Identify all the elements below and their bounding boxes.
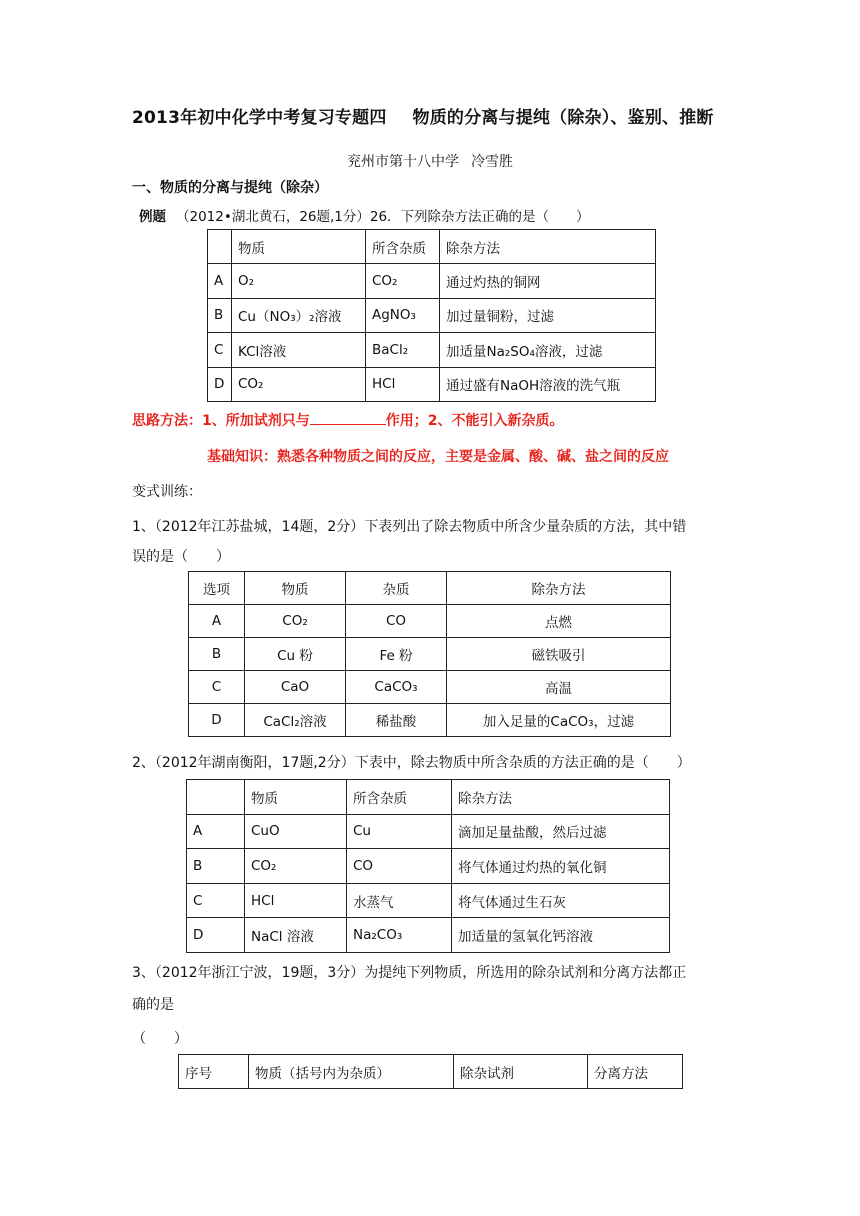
table-row	[189, 704, 671, 737]
method-prefix: 思路方法：1、所加试剂只与	[132, 413, 310, 429]
author-school: 兖州市第十八中学	[347, 154, 459, 170]
table-cell: KCl溶液	[232, 333, 366, 367]
table-row	[187, 849, 670, 884]
table-header-cell: 除杂方法	[440, 230, 656, 264]
table-row	[187, 883, 670, 918]
table-row	[187, 814, 670, 849]
table-cell: B	[189, 638, 245, 671]
table-cell: A	[208, 264, 232, 298]
table-header-cell	[187, 780, 245, 815]
method-note	[132, 410, 564, 430]
table-header-cell: 物质	[232, 230, 366, 264]
table-cell: Na₂CO₃	[347, 918, 452, 953]
table-cell: Cu	[347, 814, 452, 849]
question-2-table	[186, 779, 670, 953]
table-cell: A	[187, 814, 245, 849]
table-cell: HCl	[366, 367, 440, 401]
table-cell: AgNO₃	[366, 298, 440, 332]
table-row	[189, 638, 671, 671]
table-cell: CO	[347, 849, 452, 884]
table-cell: 高温	[447, 671, 671, 704]
example-question	[139, 205, 590, 225]
table-cell: 磁铁吸引	[447, 638, 671, 671]
table-cell: 将气体通过生石灰	[452, 883, 670, 918]
basic-knowledge: 基础知识：熟悉各种物质之间的反应，主要是金属、酸、碱、盐之间的反应	[207, 449, 669, 465]
table-cell: C	[189, 671, 245, 704]
table-cell: 将气体通过灼热的氧化铜	[452, 849, 670, 884]
table-row	[208, 367, 656, 401]
table-cell: 加适量的氢氧化钙溶液	[452, 918, 670, 953]
author-line	[0, 151, 860, 171]
example-label: 例题	[139, 209, 166, 225]
example-table	[207, 229, 656, 402]
variant-heading: 变式训练：	[132, 484, 202, 500]
table-cell: 通过盛有NaOH溶液的洗气瓶	[440, 367, 656, 401]
table-row	[189, 605, 671, 638]
table-header-cell: 除杂试剂	[454, 1055, 588, 1089]
table-header-row	[179, 1055, 683, 1089]
table-cell: Cu 粉	[245, 638, 346, 671]
table-cell: D	[208, 367, 232, 401]
title-main: 2013年初中化学中考复习专题四	[132, 108, 387, 128]
table-cell: CO₂	[366, 264, 440, 298]
table-header-row	[189, 572, 671, 605]
table-header-cell: 物质（括号内为杂质）	[249, 1055, 454, 1089]
question-3-table	[178, 1054, 683, 1089]
table-cell: BaCl₂	[366, 333, 440, 367]
example-text: （2012•湖北黄石，26题,1分）26．下列除杂方法正确的是（ ）	[176, 209, 590, 225]
table-cell: 点燃	[447, 605, 671, 638]
table-header-cell: 除杂方法	[452, 780, 670, 815]
table-header-row	[187, 780, 670, 815]
table-cell: CO	[346, 605, 447, 638]
table-cell: CO₂	[245, 849, 347, 884]
table-row	[189, 671, 671, 704]
fill-blank	[310, 412, 386, 425]
question-2-line1: 2、（2012年湖南衡阳，17题,2分）下表中，除去物质中所含杂质的方法正确的是（ ）	[132, 755, 691, 771]
table-cell: CaCO₃	[346, 671, 447, 704]
table-cell: D	[187, 918, 245, 953]
title-topic: 物质的分离与提纯（除杂）、鉴别、推断	[412, 108, 714, 128]
table-header-cell: 所含杂质	[347, 780, 452, 815]
table-header-cell: 分离方法	[588, 1055, 683, 1089]
question-3-line3: （ ）	[132, 1031, 188, 1047]
table-cell: CO₂	[232, 367, 366, 401]
table-cell: D	[189, 704, 245, 737]
table-row	[208, 333, 656, 367]
author-name: 冷雪胜	[471, 154, 513, 170]
question-1-line2: 误的是（ ）	[132, 549, 230, 565]
table-cell: CO₂	[245, 605, 346, 638]
table-cell: A	[189, 605, 245, 638]
table-cell: CaO	[245, 671, 346, 704]
table-cell: HCl	[245, 883, 347, 918]
table-row	[187, 918, 670, 953]
table-header-cell: 选项	[189, 572, 245, 605]
table-cell: B	[187, 849, 245, 884]
table-header-cell: 物质	[245, 780, 347, 815]
page-title	[132, 103, 714, 128]
table-cell: CaCl₂溶液	[245, 704, 346, 737]
table-header-cell: 序号	[179, 1055, 249, 1089]
table-header-row	[208, 230, 656, 264]
table-cell: NaCl 溶液	[245, 918, 347, 953]
table-header-cell: 物质	[245, 572, 346, 605]
table-cell: 加过量铜粉，过滤	[440, 298, 656, 332]
table-cell: 加入足量的CaCO₃，过滤	[447, 704, 671, 737]
table-header-cell: 杂质	[346, 572, 447, 605]
table-cell: 水蒸气	[347, 883, 452, 918]
table-cell: C	[208, 333, 232, 367]
table-cell: 通过灼热的铜网	[440, 264, 656, 298]
question-3-line2: 确的是	[132, 997, 174, 1013]
question-1-table	[188, 571, 671, 737]
table-cell: C	[187, 883, 245, 918]
table-cell: 加适量Na₂SO₄溶液，过滤	[440, 333, 656, 367]
table-cell: O₂	[232, 264, 366, 298]
table-header-cell	[208, 230, 232, 264]
table-cell: Fe 粉	[346, 638, 447, 671]
table-cell: 滴加足量盐酸，然后过滤	[452, 814, 670, 849]
table-cell: B	[208, 298, 232, 332]
method-suffix: 作用；2、不能引入新杂质。	[385, 413, 564, 429]
question-3-line1: 3、（2012年浙江宁波，19题，3分）为提纯下列物质，所选用的除杂试剂和分离方法都正	[132, 965, 687, 981]
table-row	[208, 298, 656, 332]
table-cell: 稀盐酸	[346, 704, 447, 737]
table-header-cell: 除杂方法	[447, 572, 671, 605]
table-header-cell: 所含杂质	[366, 230, 440, 264]
question-1-line1: 1、（2012年江苏盐城，14题，2分）下表列出了除去物质中所含少量杂质的方法，其中错	[132, 519, 687, 535]
table-cell: Cu（NO₃）₂溶液	[232, 298, 366, 332]
table-row	[208, 264, 656, 298]
section-heading: 一、物质的分离与提纯（除杂）	[132, 180, 328, 196]
table-cell: CuO	[245, 814, 347, 849]
